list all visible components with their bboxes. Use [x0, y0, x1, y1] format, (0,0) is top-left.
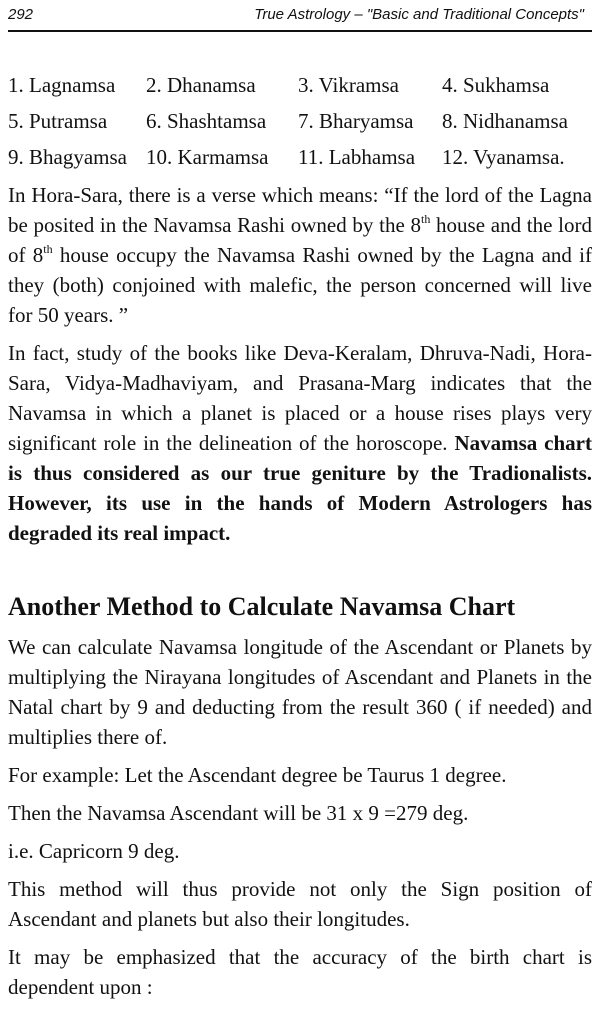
list-item: 8. Nidhanamsa — [442, 109, 568, 133]
list-item: 12. Vyanamsa. — [442, 145, 565, 169]
list-item: 2. Dhanamsa — [146, 73, 256, 97]
superscript: th — [421, 212, 431, 226]
running-head — [8, 4, 592, 32]
list-item: 10. Karmamsa — [146, 145, 269, 169]
conclusion-paragraph: This method will thus provide not only the Sign position of Ascendant and planets but also their longitudes. — [8, 877, 592, 931]
list-item: 3. Vikramsa — [298, 73, 400, 97]
accuracy-paragraph: It may be emphasized that the accuracy of the birth chart is dependent upon : — [8, 945, 592, 999]
list-item: 7. Bharyamsa — [298, 109, 414, 133]
superscript: th — [43, 242, 53, 256]
paragraph-text: house and the lord of 8 — [8, 213, 592, 267]
hora-sara-paragraph — [8, 180, 592, 330]
page-content — [8, 70, 592, 1010]
list-item: 1. Lagnamsa — [8, 73, 116, 97]
paragraph-text: house occupy the Navamsa Rashi owned by the Lagna and if they (both) conjoined with malefic, the person concerned will live for 50 years. ” — [8, 243, 592, 327]
list-item: 6. Shashtamsa — [146, 109, 267, 133]
running-title: True Astrology – "Basic and Traditional Concepts" — [254, 6, 584, 23]
paragraph-text: In Hora-Sara, there is a verse which means: “If the lord of the Lagna be posited in the Navamsa Rashi owned by the 8 — [8, 183, 592, 237]
list-item: 11. Labhamsa — [298, 145, 416, 169]
list-item: 9. Bhagyamsa — [8, 145, 127, 169]
books-paragraph — [8, 338, 592, 548]
result-paragraph: i.e. Capricorn 9 deg. — [8, 839, 180, 863]
bold-emphasis-text: Navamsa chart is thus considered as our true geniture by the Tradionalists. However, its use in the hands of Modern Astrologers has degraded its real impact. — [8, 431, 592, 545]
paragraph-text: In fact, study of the books like Deva-Keralam, Dhruva-Nadi, Hora-Sara, Vidya-Madhaviyam, and Prasana-Marg indicates that the Navamsa in which a planet is placed or a house rises plays very significant role in the delineation of the horoscope. — [8, 341, 592, 455]
example-paragraph: For example: Let the Ascendant degree be Taurus 1 degree. — [8, 763, 507, 787]
amsa-list — [8, 70, 592, 172]
method-paragraph: We can calculate Navamsa longitude of the Ascendant or Planets by multiplying the Nirayana longitudes of Ascendant and Planets in the Natal chart by 9 and deducting from the result 360 ( if needed) and multiplies there of. — [8, 635, 592, 749]
calculation-paragraph: Then the Navamsa Ascendant will be 31 x 9 =279 deg. — [8, 801, 469, 825]
list-item: 4. Sukhamsa — [442, 73, 550, 97]
list-item: 5. Putramsa — [8, 109, 108, 133]
section-heading: Another Method to Calculate Navamsa Chart — [8, 592, 516, 621]
page-number: 292 — [8, 6, 34, 23]
